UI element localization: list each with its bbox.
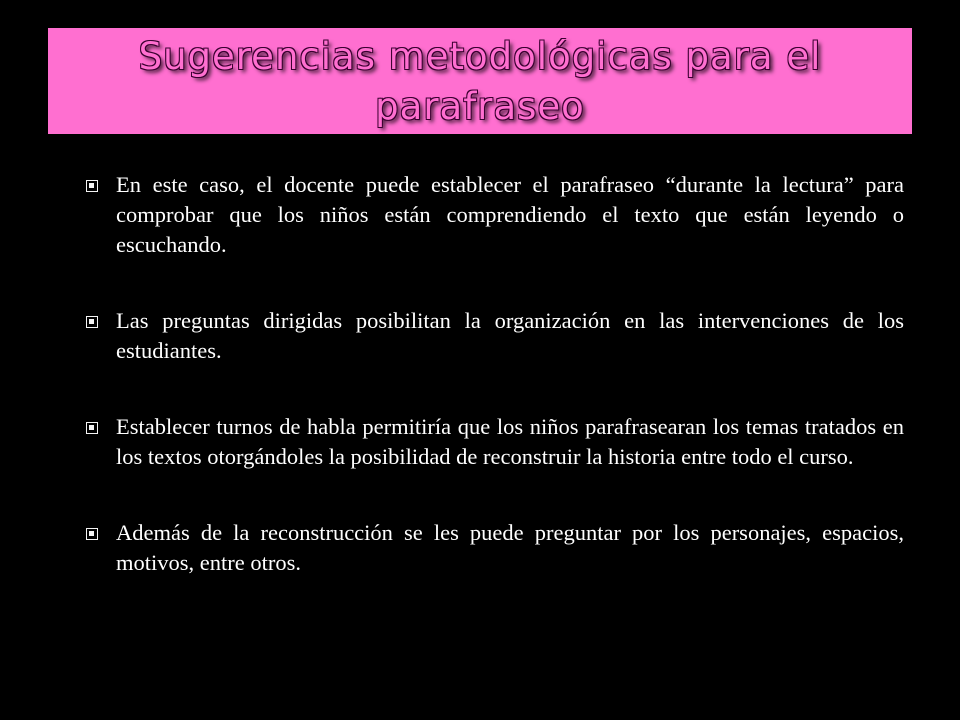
bullet-item <box>82 412 904 472</box>
bullet-item <box>82 306 904 366</box>
bullet-item <box>82 518 904 578</box>
bullet-list <box>82 170 904 624</box>
bullet-text: En este caso, el docente puede establecer el parafraseo “durante la lectura” para comprobar que los niños están comprendiendo el texto que están leyendo o escuchando. <box>116 172 904 257</box>
square-bullet-icon <box>86 180 98 192</box>
square-bullet-icon <box>86 528 98 540</box>
slide-title: Sugerencias metodológicas para el parafraseo <box>138 35 822 128</box>
bullet-text: Las preguntas dirigidas posibilitan la organización en las intervenciones de los estudiantes. <box>116 308 904 363</box>
square-bullet-icon <box>86 422 98 434</box>
bullet-item <box>82 170 904 260</box>
square-bullet-icon <box>86 316 98 328</box>
bullet-text: Establecer turnos de habla permitiría que los niños parafrasearan los temas tratados en los textos otorgándoles la posibilidad de reconstruir la historia entre todo el curso. <box>116 414 904 469</box>
bullet-text: Además de la reconstrucción se les puede preguntar por los personajes, espacios, motivos, entre otros. <box>116 520 904 575</box>
title-band <box>48 28 912 134</box>
